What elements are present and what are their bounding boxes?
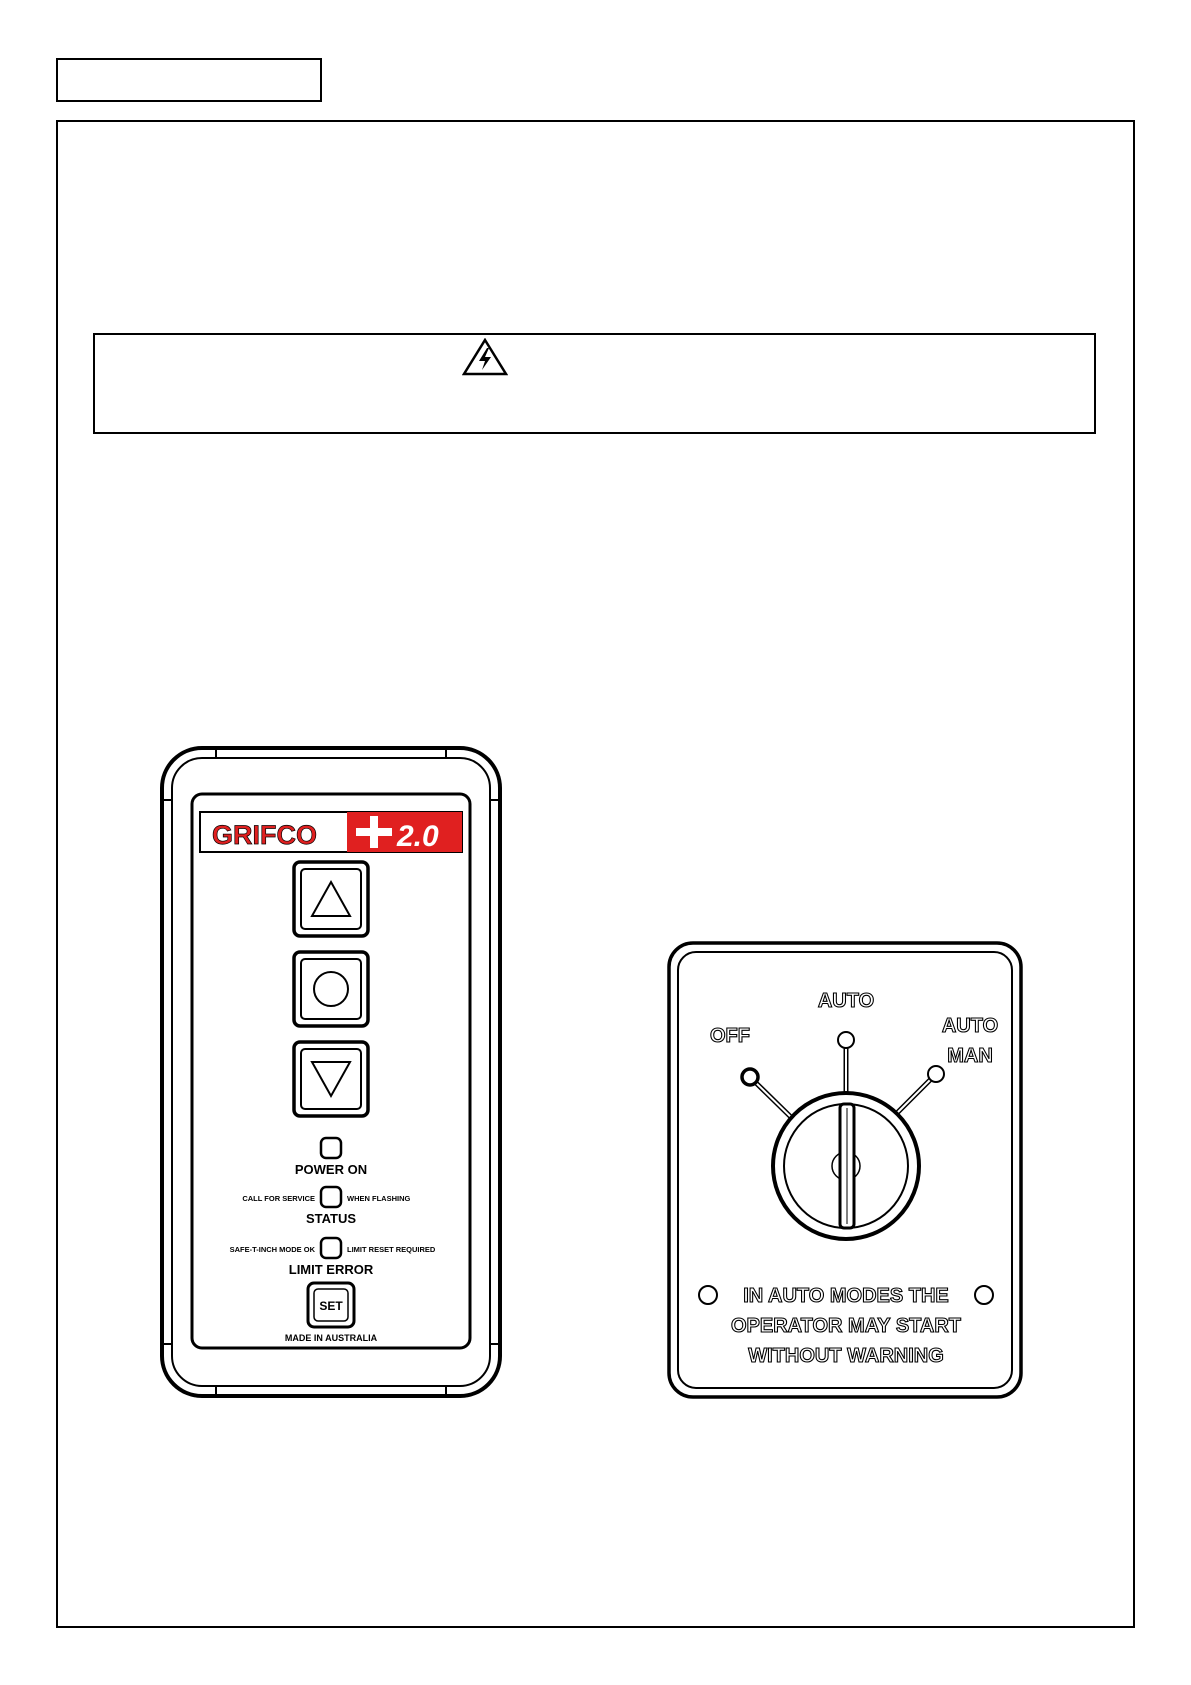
power-on-label: POWER ON — [294, 1162, 368, 1177]
warning-line-1: IN AUTO MODES THE — [743, 1285, 949, 1307]
model-number: 2.0 — [397, 820, 439, 853]
mounting-hole-right — [975, 1286, 993, 1304]
brand-name: GRIFCO — [212, 820, 317, 850]
key-cylinder[interactable] — [773, 1093, 919, 1239]
power-indicator-light — [321, 1138, 341, 1158]
limit-error-label: LIMIT ERROR — [288, 1262, 374, 1277]
warning-box — [93, 333, 1096, 434]
limit-left-text: SAFE-T-INCH MODE OK — [229, 1245, 315, 1254]
auto-man-position-marker — [928, 1066, 944, 1082]
status-right-text: WHEN FLASHING — [347, 1194, 411, 1203]
mounting-hole-left — [699, 1286, 717, 1304]
auto-position-marker — [838, 1032, 854, 1048]
auto-man-label-line2: MAN — [947, 1045, 993, 1067]
made-in-australia-text: MADE IN AUSTRALIA — [284, 1333, 378, 1343]
key-switch-plate — [666, 940, 1024, 1400]
warning-line-2: OPERATOR MAY START — [730, 1315, 962, 1337]
grifco-logo — [200, 812, 462, 853]
stop-button[interactable] — [294, 952, 368, 1026]
electrical-hazard-icon — [462, 338, 508, 376]
auto-man-label-line1: AUTO — [941, 1015, 999, 1037]
status-indicator-light — [321, 1187, 341, 1207]
set-button[interactable] — [308, 1283, 354, 1327]
limit-right-text: LIMIT RESET REQUIRED — [347, 1245, 436, 1254]
warning-line-3: WITHOUT WARNING — [748, 1345, 944, 1367]
limit-indicator-light — [321, 1238, 341, 1258]
off-position-label: OFF — [710, 1025, 750, 1047]
section-tab-box — [56, 58, 322, 102]
status-left-text: CALL FOR SERVICE — [242, 1194, 315, 1203]
auto-position-label: AUTO — [817, 990, 875, 1012]
status-label: STATUS — [305, 1211, 357, 1226]
off-position-marker — [742, 1069, 758, 1085]
down-button[interactable] — [294, 1042, 368, 1116]
up-button[interactable] — [294, 862, 368, 936]
pendant-control — [158, 744, 504, 1400]
set-button-label: SET — [319, 1299, 343, 1313]
